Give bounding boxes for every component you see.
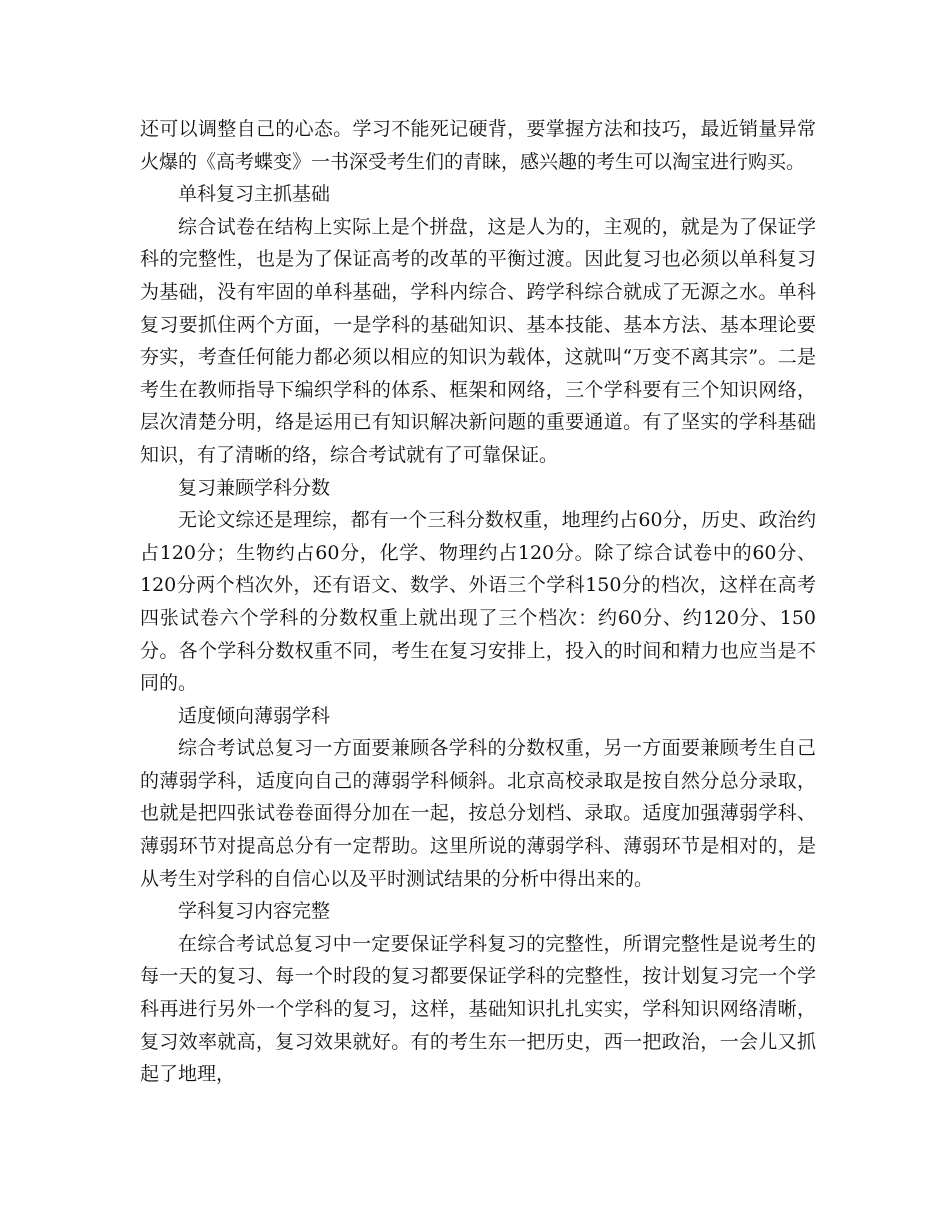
- section-heading-completeness: 学科复习内容完整: [178, 900, 331, 923]
- section-heading-scores: 复习兼顾学科分数: [178, 476, 331, 499]
- paragraph-scores: 无论文综还是理综，都有一个三科分数权重，地理约占60分，历史、政治约占120分；生物约占60分，化学、物理约占120分。除了综合试卷中的60分、120分两个档次外，还有语文、数学、外语三个学科150分的档次，这样在高考四张试卷六个学科的分数权重上就出现了三个档次：约60分、约120分、150分。各个学科分数权重不同，考生在复习安排上，投入的时间和精力也应当是不同的。: [140, 509, 816, 695]
- paragraph-weak-subjects: 综合考试总复习一方面要兼顾各学科的分数权重，另一方面要兼顾考生自己的薄弱学科，适度向自己的薄弱学科倾斜。北京高校录取是按自然分总分录取，也就是把四张试卷卷面得分加在一起，按总分划档、录取。适度加强薄弱学科、薄弱环节对提高总分有一定帮助。这里所说的薄弱学科、薄弱环节是相对的，是从考生对学科的自信心以及平时测试结果的分析中得出来的。: [140, 737, 816, 890]
- paragraph-completeness: 在综合考试总复习中一定要保证学科复习的完整性，所谓完整性是说考生的每一天的复习、每一个时段的复习都要保证学科的完整性，按计划复习完一个学科再进行另外一个学科的复习，这样，基础知识扎扎实实，学科知识网络清晰，复习效率就高，复习效果就好。有的考生东一把历史，西一把政治，一会儿又抓起了地理，: [140, 932, 816, 1086]
- paragraph-basics: 综合试卷在结构上实际上是个拼盘，这是人为的，主观的，就是为了保证学科的完整性，也是为了保证高考的改革的平衡过渡。因此复习也必须以单科复习为基础，没有牢固的单科基础，学科内综合、跨学科综合就成了无源之水。单科复习要抓住两个方面，一是学科的基础知识、基本技能、基本方法、基本理论要夯实，考查任何能力都必须以相应的知识为载体，这就叫“万变不离其宗”。二是考生在教师指导下编织学科的体系、框架和网络，三个学科要有三个知识网络，层次清楚分明，络是运用已有知识解决新问题的重要通道。有了坚实的学科基础知识，有了清晰的络，综合考试就有了可靠保证。: [140, 215, 816, 466]
- document-page: [140, 113, 816, 1091]
- section-heading-weak-subjects: 适度倾向薄弱学科: [178, 704, 331, 727]
- section-heading-basics: 单科复习主抓基础: [178, 183, 331, 206]
- paragraph-continuation: 还可以调整自己的心态。学习不能死记硬背，要掌握方法和技巧，最近销量异常火爆的《高考蝶变》一书深受考生们的青睐，感兴趣的考生可以淘宝进行购买。: [140, 118, 816, 173]
